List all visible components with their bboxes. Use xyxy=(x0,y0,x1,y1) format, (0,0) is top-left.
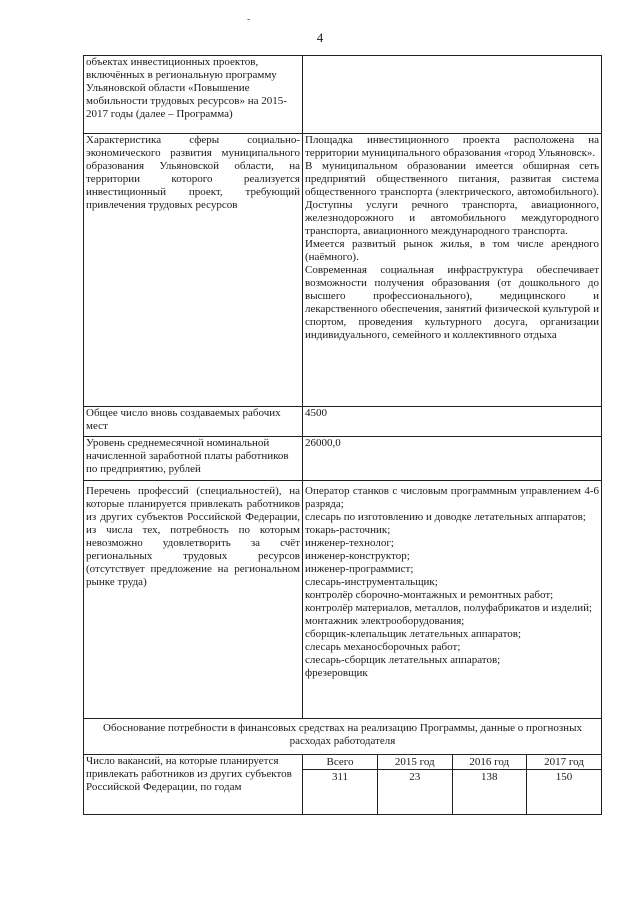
paragraph: Современная социальная инфраструктура обеспечивает возможности получения образования (от дошкольного до высшего профессионального), медицинского и лекарственного обеспечения, занятий физической культурой и спортом, проведения культурного досуга, организации индивидуального, семейного и коллективного отдыха xyxy=(305,264,599,341)
header-2015: 2015 год xyxy=(378,755,453,770)
list-item: инженер-конструктор; xyxy=(305,550,410,562)
passport-table xyxy=(83,55,602,815)
page-number: 4 xyxy=(316,30,324,45)
row-label: Перечень профессий (специальностей), на которые планируется привлекать работников из других субъектов Российской Федерации, из числа тех, потребность по которым невозможно удовлетворить за счёт региональных трудовых ресурсов (отсутствует предложение на региональном рынке труда) xyxy=(84,481,303,719)
vacancies-cell xyxy=(303,755,602,815)
scan-mark: - xyxy=(247,14,251,25)
header-total: Всего xyxy=(303,755,378,770)
list-item: слесарь механосборочных работ; xyxy=(305,641,461,653)
table-row xyxy=(84,437,602,481)
value-total: 311 xyxy=(303,770,378,814)
table-row xyxy=(84,56,602,134)
list-item: сборщик-клепальщик летательных аппаратов; xyxy=(305,628,522,640)
header-2016: 2016 год xyxy=(452,755,527,770)
section-title: Обоснование потребности в финансовых средствах на реализацию Программы, данные о прогнозных расходах работодателя xyxy=(84,719,602,755)
row-value xyxy=(303,56,602,134)
table-row xyxy=(84,755,602,815)
row-label: Общее число вновь создаваемых рабочих мест xyxy=(84,407,303,437)
vacancies-table xyxy=(303,755,601,814)
list-item: инженер-технолог; xyxy=(305,537,394,549)
table-row xyxy=(84,407,602,437)
vacancies-values-row xyxy=(303,770,601,814)
list-item: монтажник электрооборудования; xyxy=(305,615,465,627)
table-row xyxy=(84,481,602,719)
list-item: контролёр материалов, металлов, полуфабрикатов и изделий; xyxy=(305,602,593,614)
list-item: токарь-расточник; xyxy=(305,524,391,536)
row-label: объектах инвестиционных проектов, включённых в региональную программу Ульяновской области «Повышение мобильности трудовых ресурсов» на 2015-2017 годы (далее – Программа) xyxy=(84,56,303,134)
table-row xyxy=(84,134,602,407)
professions-list xyxy=(303,481,602,719)
row-value: 26000,0 xyxy=(303,437,602,481)
vacancies-header-row xyxy=(303,755,601,770)
paragraph: В муниципальном образовании имеется обширная сеть предприятий общественного питания, развитая система общественного транспорта (электрического, автомобильного). Доступны услуги речного транспорта, авиационного, железнодорожного и автомобильного междугородного транспорта, авиационного международного транспорта. xyxy=(305,160,599,237)
row-value xyxy=(303,134,602,407)
header-2017: 2017 год xyxy=(527,755,602,770)
list-item: контролёр сборочно-монтажных и ремонтных работ; xyxy=(305,589,554,601)
list-item: фрезеровщик xyxy=(305,667,368,679)
list-item: слесарь-сборщик летательных аппаратов; xyxy=(305,654,501,666)
row-value: 4500 xyxy=(303,407,602,437)
list-item: слесарь-инструментальщик; xyxy=(305,576,438,588)
value-2016: 138 xyxy=(452,770,527,814)
table-row xyxy=(84,719,602,755)
value-2017: 150 xyxy=(527,770,602,814)
list-item: инженер-программист; xyxy=(305,563,414,575)
list-item: слесарь по изготовлению и доводке летательных аппаратов; xyxy=(305,511,586,523)
row-label: Уровень среднемесячной номинальной начисленной заработной платы работников по предприятию, рублей xyxy=(84,437,303,481)
paragraph: Имеется развитый рынок жилья, в том числе арендного (наёмного). xyxy=(305,238,599,263)
value-2015: 23 xyxy=(378,770,453,814)
row-label: Характеристика сферы социально-экономического развития муниципального образования Ульяновской области, на территории которого реализуется инвестиционный проект, требующий привлечения трудовых ресурсов xyxy=(84,134,303,407)
paragraph: Площадка инвестиционного проекта расположена на территории муниципального образования «город Ульяновск». xyxy=(305,134,599,159)
vacancies-label: Число вакансий, на которые планируется привлекать работников из других субъектов Российской Федерации, по годам xyxy=(84,755,303,815)
list-item: Оператор станков с числовым программным управлением 4-6 разряда; xyxy=(305,485,599,510)
